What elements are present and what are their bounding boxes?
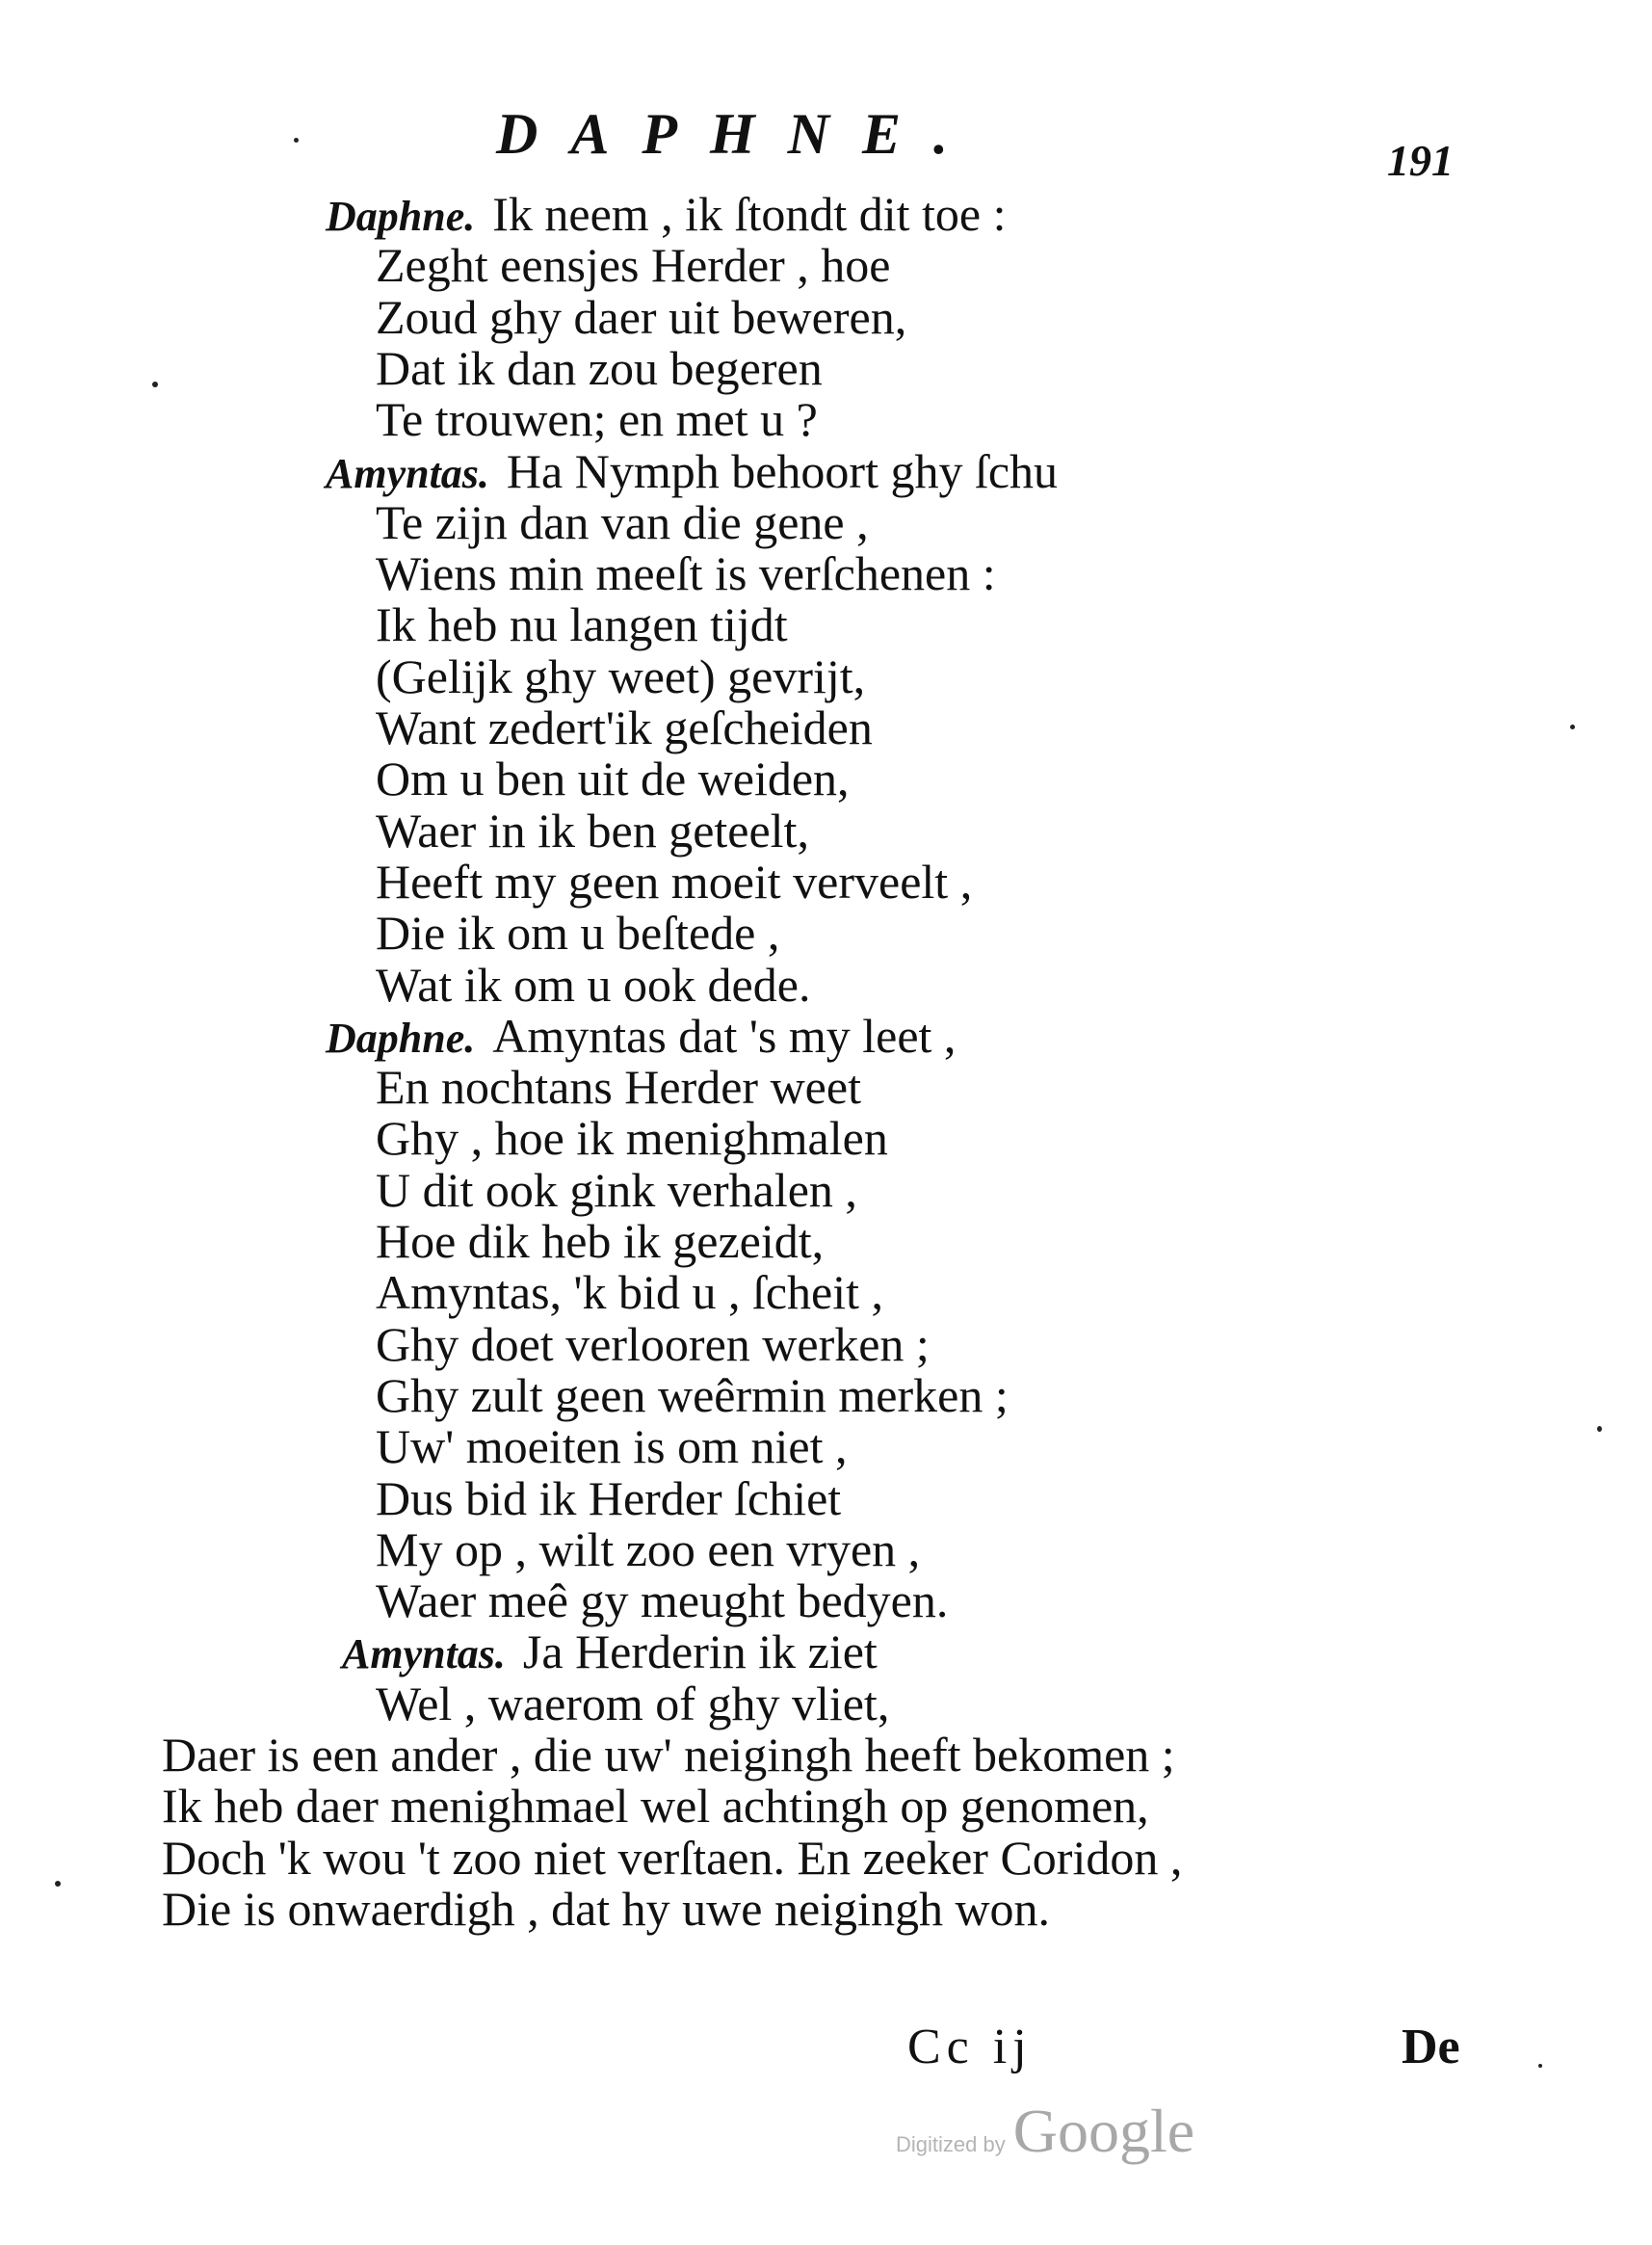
verse-line [326,1010,956,1065]
speaker-name: Daphne. [326,193,476,240]
verse-text: Amyntas dat 's my leet , [492,1008,957,1063]
verse-text: Ik heb daer menighmael wel achtingh op genomen, [162,1779,1149,1834]
verse-line [342,1625,878,1680]
verse-text: Ik heb nu langen tijdt [376,597,788,652]
page-number: 191 [1387,136,1454,185]
signature-mark: Cc ij [907,2020,1033,2074]
verse-text: Wiens min meeſt is verſchenen : [376,546,996,601]
verse-line [376,1677,889,1730]
verse-text: My op , wilt zoo een vryen , [376,1521,921,1576]
speaker-name: Daphne. [326,1014,476,1062]
verse-line [376,1420,848,1472]
verse-line [162,1883,1050,1935]
verse-line [376,856,972,908]
verse-line [376,959,810,1011]
verse-text: Ghy doet verlooren werken ; [376,1316,930,1371]
verse-text: Zeght eensjes Herder , hoe [376,238,891,293]
verse-text: Amyntas, 'k bid u , ſcheit , [376,1265,884,1320]
verse-line [376,1369,1009,1421]
verse-text: Te trouwen; en met u ? [376,392,818,447]
verse-line [376,1318,930,1370]
speaker-name: Amyntas. [342,1630,506,1678]
ink-speck [1538,2064,1542,2068]
verse-text: Want zedert'ik geſcheiden [376,700,873,754]
verse-line [376,701,873,753]
verse-line [326,445,1058,500]
verse-line [376,598,788,650]
google-logo: Google [1012,2097,1195,2165]
verse-line [162,1780,1149,1832]
verse-text: Dus bid ik Herder ſchiet [376,1470,842,1525]
verse-text: Ik neem , ik ſtondt dit toe : [492,187,1007,241]
verse-text: Te zijn dan van die gene , [376,494,869,549]
verse-line [376,1523,920,1575]
speaker-name: Amyntas. [326,449,489,497]
verse-text: Wat ik om u ook dede. [376,957,811,1012]
verse-line [376,753,850,805]
verse-text: Heeft my geen moeit verveelt , [376,854,973,909]
verse-text: Om u ben uit de weiden, [376,752,850,806]
verse-text: Daer is een ander , die uw' neigingh heeft bekomen ; [162,1728,1175,1782]
verse-line [376,342,823,394]
verse-text: Wel , waerom of ghy vliet, [376,1676,890,1730]
ink-speck [1570,725,1575,729]
verse-text: Doch 'k wou 't zoo niet verſtaen. En zeeker Coridon , [162,1830,1183,1885]
verse-text: Die ik om u beſtede , [376,906,780,961]
verse-text: Waer meê gy meught bedyen. [376,1573,949,1628]
digitized-by-label: Digitized by [896,2132,1006,2156]
verse-line [376,805,809,857]
verse-text: En nochtans Herder weet [376,1060,861,1115]
verse-line [376,393,818,445]
verse-text: Hoe dik heb ik gezeidt, [376,1214,825,1268]
verse-text: Zoud ghy daer uit beweren, [376,289,907,344]
running-head: DAPHNE. [496,102,982,166]
verse-text: Ghy , hoe ik menighmalen [376,1111,888,1166]
verse-text: Dat ik dan zou begeren [376,340,823,395]
verse-line [376,1472,841,1524]
verse-text: Uw' moeiten is om niet , [376,1419,848,1474]
ink-speck [152,382,158,387]
verse-line [162,1729,1175,1781]
verse-line [326,188,1007,243]
verse-line [376,1112,888,1164]
verse-line [376,1164,857,1216]
verse-text: Ja Herderin ik ziet [522,1624,878,1679]
verse-text: (Gelijk ghy weet) gevrijt, [376,648,866,703]
verse-line [376,907,779,959]
catchword: De [1402,2020,1460,2074]
verse-text: U dit ook gink verhalen , [376,1162,857,1217]
verse-line [376,1574,948,1626]
ink-speck [1597,1426,1602,1432]
verse-line [376,291,906,343]
verse-line [162,1832,1182,1884]
verse-line [376,1215,824,1267]
verse-line [376,650,865,702]
verse-line [376,496,869,548]
verse-line [376,1061,861,1113]
verse-line [376,1266,883,1318]
verse-line [376,239,891,291]
verse-text: Ghy zult geen weêrmin merken ; [376,1367,1009,1422]
ink-speck [55,1881,61,1887]
verse-line [376,547,996,599]
verse-text: Die is onwaerdigh , dat hy uwe neigingh won. [162,1881,1051,1936]
digitization-watermark [896,2096,1194,2167]
ink-speck [294,138,299,143]
verse-text: Waer in ik ben geteelt, [376,803,809,858]
verse-text: Ha Nymph behoort ghy ſchu [506,443,1059,498]
